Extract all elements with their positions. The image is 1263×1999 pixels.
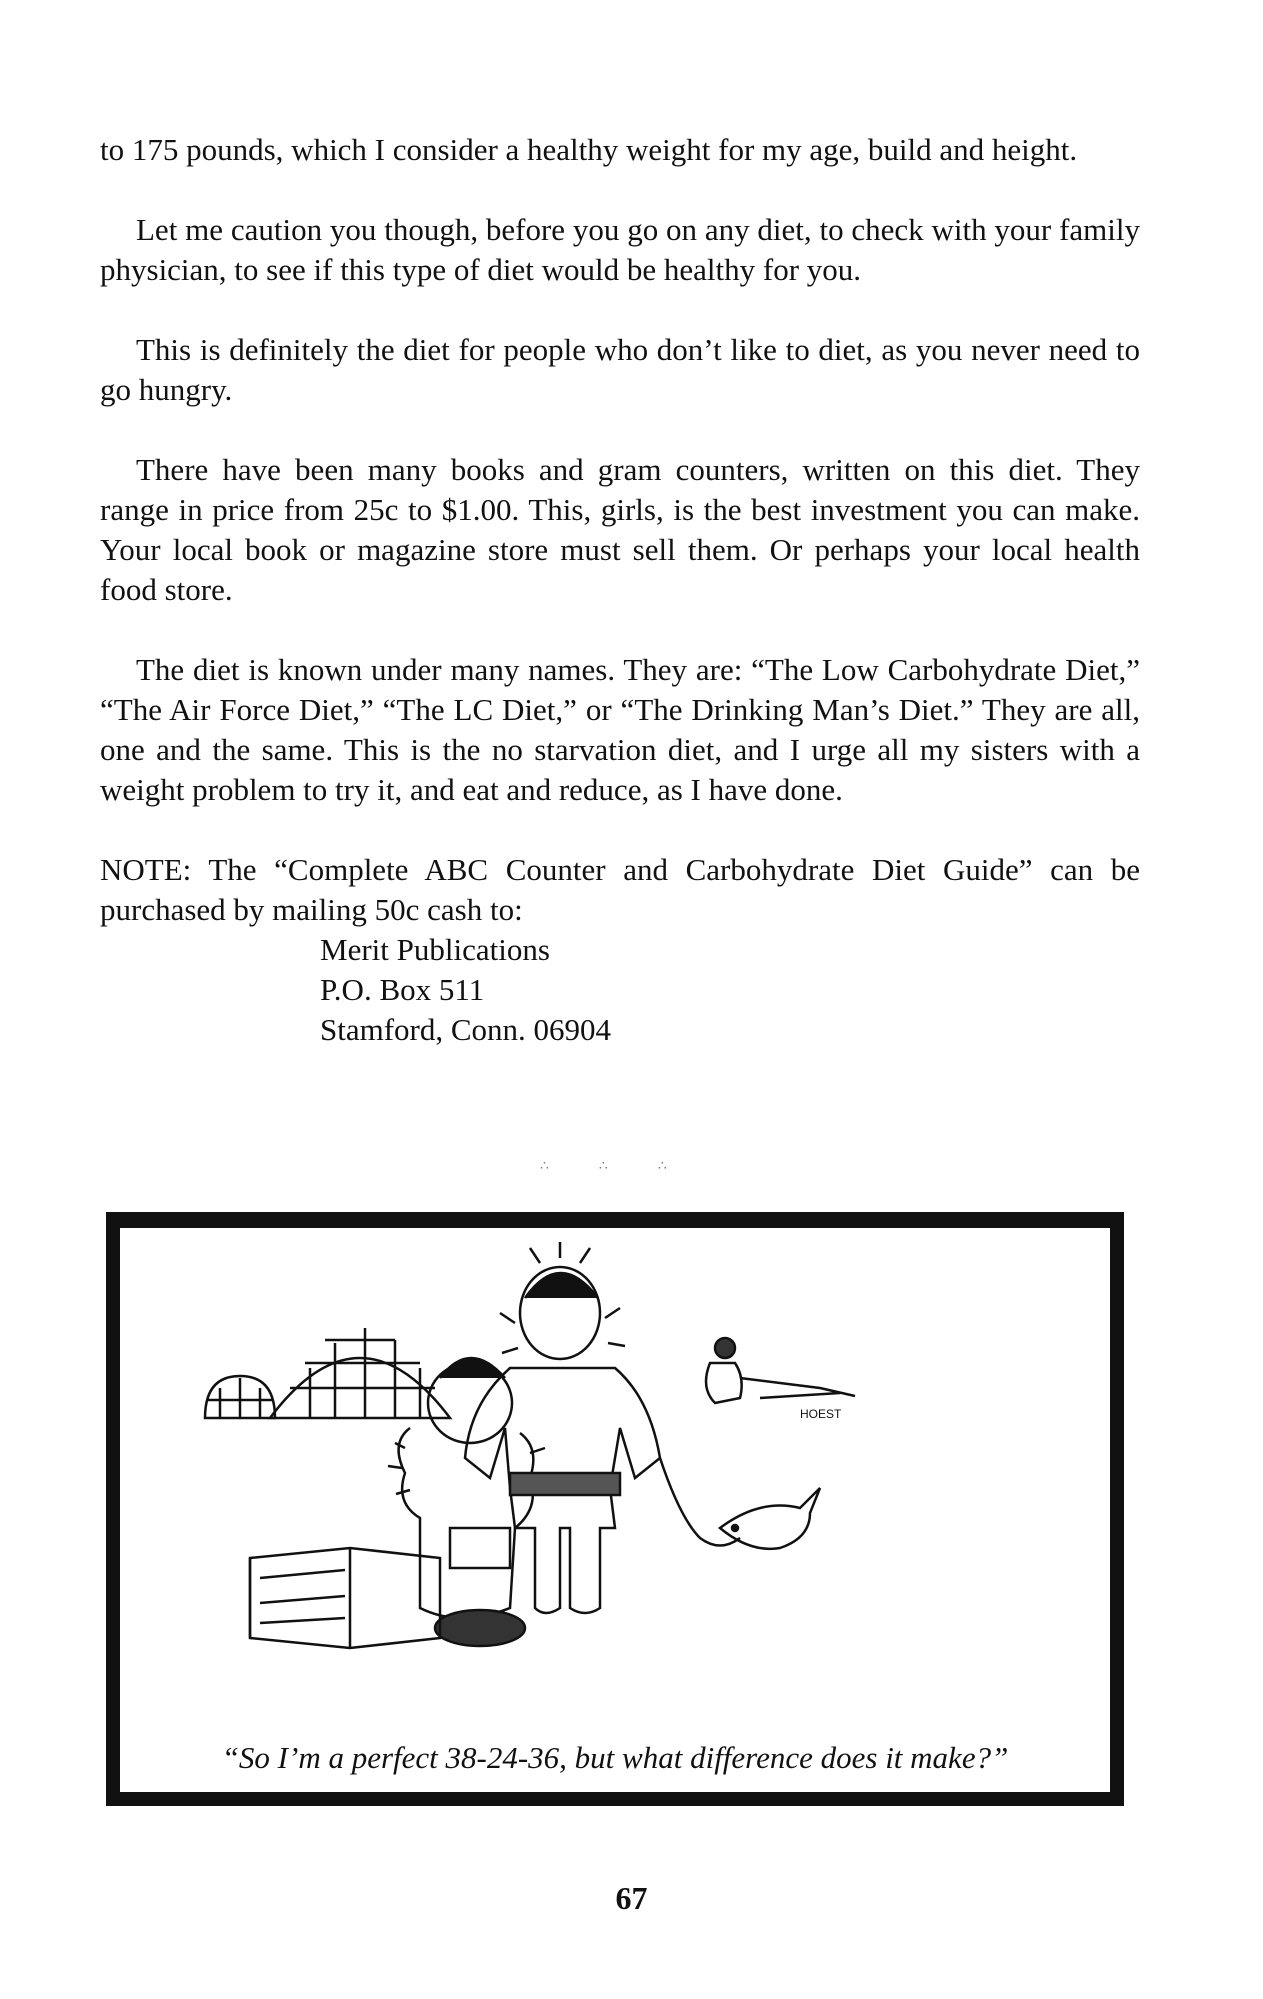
separator-dots: ∴∴∴ [540,1159,717,1174]
paragraph-1: to 175 pounds, which I consider a healthy weight for my age, build and height. [100,132,1078,167]
address-line-2: P.O. Box 511 [320,972,485,1007]
cartoon-signature: HOEST [800,1407,842,1421]
cartoon-illustration [120,1228,1110,1792]
cartoon-caption: “So I’m a perfect 38-24-36, but what difference does it make?” [221,1740,1009,1775]
page-number: 67 [615,1880,648,1916]
standing-child-icon [465,1242,740,1613]
note-text: NOTE: The “Complete ABC Counter and Carbohydrate Diet Guide” can be purchased by mailing 50c cash to: [100,852,1140,927]
address-line-1: Merit Publications [320,932,550,967]
paragraph-2: Let me caution you though, before you go on any diet, to check with your family physician, to see if this type of diet would be healthy for you. [100,212,1140,287]
paragraph-3: This is definitely the diet for people who don’t like to diet, as you never need to go hungry. [100,332,1140,407]
cartoon-frame [106,1212,1124,1806]
page-body [100,130,1140,1050]
crate-icon [250,1548,440,1648]
paragraph-4: There have been many books and gram counters, written on this diet. They range in price from 25c to $1.00. This, girls, is the best investment you can make. Your local book or magazine store must sell them. Or perhaps your local health food store. [100,452,1140,607]
mailing-address [320,930,1140,1050]
address-line-3: Stamford, Conn. 06904 [320,1012,612,1047]
igloo-icon [205,1328,450,1418]
fish-icon [720,1488,820,1549]
sitting-child-icon [388,1358,548,1646]
paragraph-5: The diet is known under many names. They are: “The Low Carbohydrate Diet,” “The Air Force Diet,” “The LC Diet,” or “The Drinking Man’s Diet.” They are all, one and the same. This is the no starvation diet, and I urge all my sisters with a weight problem to try it, and eat and reduce, as I have done. [100,652,1140,807]
distant-figure-sled-icon [706,1338,855,1403]
